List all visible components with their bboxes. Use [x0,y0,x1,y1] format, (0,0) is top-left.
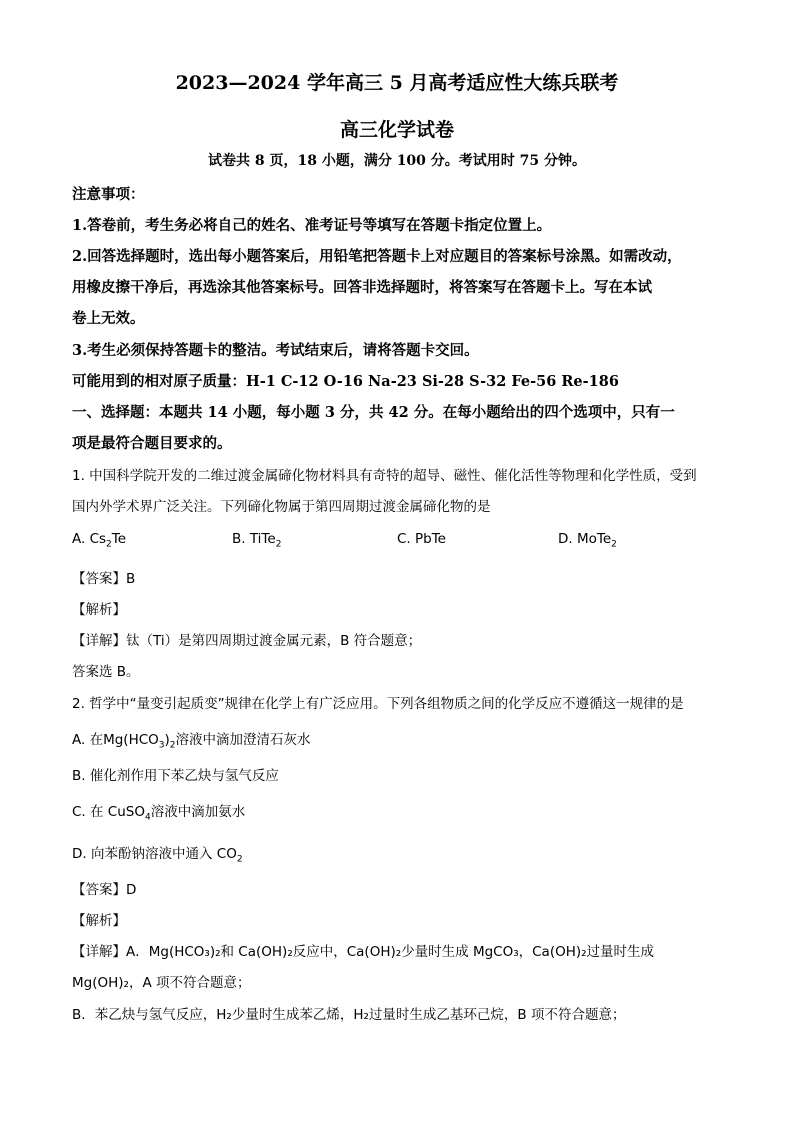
q2-detail-b: B．苯乙炔与氢气反应，H₂少量时生成苯乙烯，H₂过量时生成乙基环己烷，B 项不符合题意； [72,1007,626,1023]
q2-option-c: C. 在 CuSO$_4$溶液中滴加氨水 [72,804,246,823]
section-heading-cont: 项是最符合题目要求的。 [72,435,232,452]
note-item-3: 3.考生必须保持答题卡的整洁。考试结束后，请将答题卡交回。 [72,342,479,359]
q1-option-c: C. PbTe [397,531,446,547]
q2-option-d: D. 向苯酚钠溶液中通入 $CO_2$ [72,846,243,865]
q1-option-d: D. MoTe$_2$ [558,531,617,550]
exam-subtitle: 高三化学试卷 [339,119,454,141]
notes-heading: 注意事项： [72,186,145,203]
note-item-2-cont: 用橡皮擦干净后，再选涂其他答案标号。回答非选择题时，将答案写在答题卡上。写在本试 [72,279,652,296]
q1-stem-line1: 1. 中国科学院开发的二维过渡金属碲化物材料具有奇特的超导、磁性、催化活性等物理和化学性质，受到 [72,468,697,484]
exam-title: 2023—2024 学年高三 5 月高考适应性大练兵联考 [175,72,619,94]
q2-option-a: A. 在$Mg(HCO_3)_2$溶液中滴加澄清石灰水 [72,732,311,751]
q1-detail: 【详解】钛（Ti）是第四周期过渡金属元素，B 符合题意； [72,633,422,649]
q1-stem-line2: 国内外学术界广泛关注。下列碲化物属于第四周期过渡金属碲化物的是 [72,499,491,515]
q2-analysis-label: 【解析】 [72,913,126,929]
exam-info: 试卷共 8 页，18 小题，满分 100 分。考试用时 75 分钟。 [207,153,587,169]
atomic-masses: 可能用到的相对原子质量：H-1 C-12 O-16 Na-23 Si-28 S-32 Fe-56 Re-186 [72,373,619,390]
q1-option-a: A. $Cs_2Te$ [72,531,127,550]
q2-stem: 2. 哲学中“量变引起质变”规律在化学上有广泛应用。下列各组物质之间的化学反应不遵循这一规律的是 [72,696,684,712]
q1-option-b: B. TiTe$_2$ [232,531,282,550]
note-item-2: 2.回答选择题时，选出每小题答案后，用铅笔把答题卡上对应题目的答案标号涂黑。如需改动， [72,248,682,265]
note-item-1: 1.答卷前，考生务必将自己的姓名、准考证号等填写在答题卡指定位置上。 [72,217,552,234]
q1-analysis-label: 【解析】 [72,602,126,618]
q2-detail-a-line1: 【详解】A．Mg(HCO₃)₂和 Ca(OH)₂反应中，Ca(OH)₂少量时生成 MgCO₃，Ca(OH)₂过量时生成 [72,944,655,960]
q2-answer: 【答案】D [72,882,137,898]
q2-option-b: B. 催化剂作用下苯乙炔与氢气反应 [72,768,279,784]
note-item-2-end: 卷上无效。 [72,310,145,327]
q1-conclusion: 答案选 B。 [72,664,140,680]
q1-answer: 【答案】B [72,571,136,587]
q2-detail-a-line2: Mg(OH)₂，A 项不符合题意； [72,975,251,991]
section-heading: 一、选择题：本题共 14 小题，每小题 3 分，共 42 分。在每小题给出的四个选项中，只有一 [72,404,675,421]
